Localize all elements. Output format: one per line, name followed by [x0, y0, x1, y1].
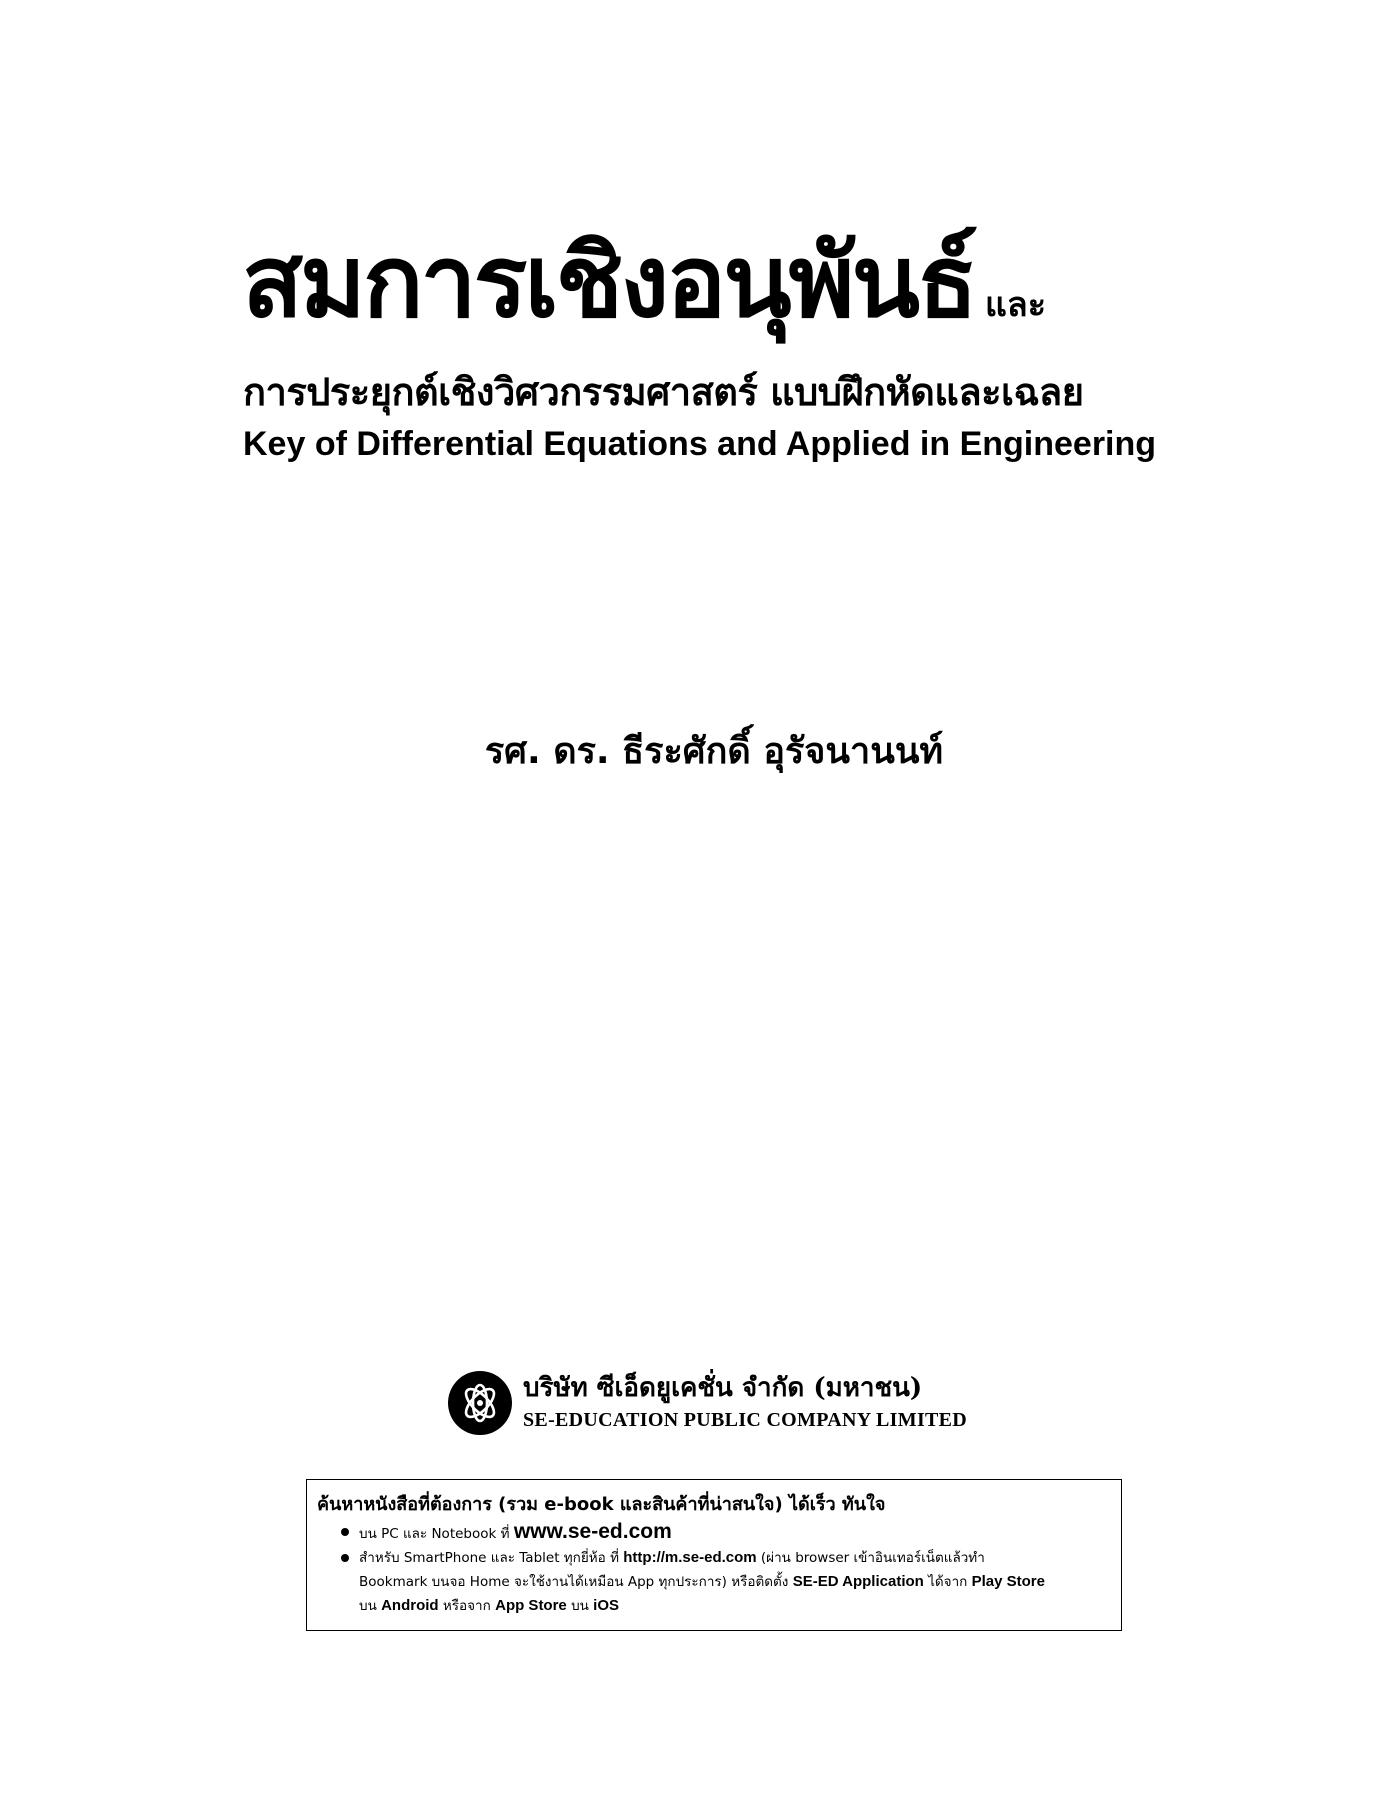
info-line-pc-prefix: บน PC และ Notebook ที่	[359, 1526, 514, 1542]
info-line-mobile-prefix: สำหรับ SmartPhone และ Tablet ทุกยี่ห้อ ที่	[359, 1550, 624, 1566]
publisher-name-english: SE-EDUCATION PUBLIC COMPANY LIMITED	[523, 1409, 968, 1431]
subtitle-thai: การประยุกต์เชิงวิศวกรรมศาสตร์ แบบฝึกหัดและเฉลย	[243, 370, 1084, 414]
ios-label: iOS	[593, 1597, 620, 1614]
book-title	[242, 222, 1232, 342]
subtitle-english: Key of Differential Equations and Applied in Engineering	[243, 425, 1157, 463]
bullet-icon	[341, 1554, 349, 1562]
info-line-platforms-pre: บน	[359, 1598, 382, 1614]
publisher-block	[447, 1370, 1007, 1440]
info-line-platforms-mid: หรือจาก	[438, 1598, 496, 1614]
publisher-name-thai: บริษัท ซีเอ็ดยูเคชั่น จำกัด (มหาชน)	[523, 1373, 923, 1403]
title-suffix: และ	[984, 285, 1046, 325]
website-link[interactable]: www.se-ed.com	[513, 1520, 672, 1543]
app-store-name: App Store	[495, 1597, 567, 1614]
info-line-platforms-on: บน	[566, 1598, 594, 1614]
app-name: SE-ED Application	[792, 1573, 924, 1590]
info-line-mobile	[317, 1546, 1111, 1570]
info-heading: ค้นหาหนังสือที่ต้องการ (รวม e-book และสินค้าที่น่าสนใจ) ได้เร็ว ทันใจ	[317, 1494, 886, 1515]
atom-logo-icon	[447, 1370, 513, 1436]
info-line-app-mid: ได้จาก	[923, 1574, 972, 1590]
title-main: สมการเชิงอนุพันธ์	[242, 223, 975, 340]
mobile-site-link[interactable]: http://m.se-ed.com	[623, 1549, 757, 1566]
android-label: Android	[381, 1597, 439, 1614]
info-line-app-prefix: Bookmark บนจอ Home จะใช้งานได้เหมือน App ทุกประการ) หรือติดตั้ง	[359, 1574, 793, 1590]
search-info-box	[306, 1479, 1122, 1631]
play-store-name: Play Store	[971, 1573, 1045, 1590]
info-line-pc	[317, 1520, 1111, 1546]
info-line-app	[317, 1570, 1111, 1594]
bullet-icon	[341, 1528, 349, 1536]
author-name: รศ. ดร. ธีระศักดิ์ อุรัจนานนท์	[484, 731, 944, 772]
info-line-mobile-suffix: (ผ่าน browser เข้าอินเทอร์เน็ตแล้วทำ	[756, 1550, 985, 1566]
info-line-platforms	[317, 1594, 1111, 1618]
